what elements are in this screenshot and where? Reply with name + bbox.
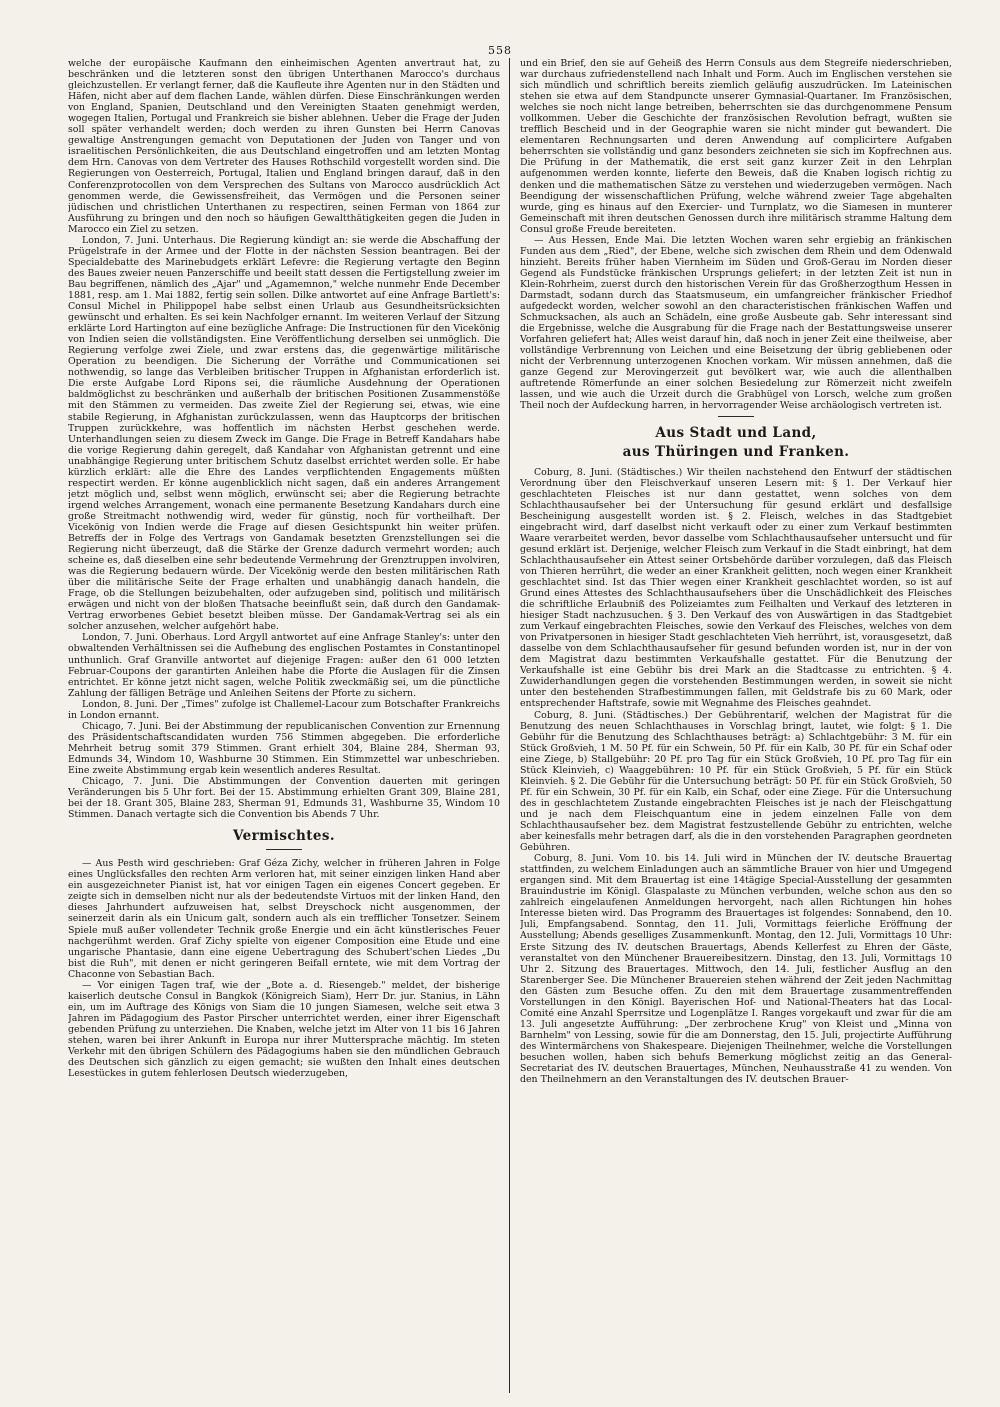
article-paragraph: Chicago, 7. Juni. Bei der Abstimmung der republicanischen Convention zur Ernennung des Präsidentschaftscandidaten wurden 756 Stimmen abgegeben. Die erforderliche Mehrheit betrug somit 379 Stimmen. Grant erhielt 304, Blaine 284, Sherman 93, Edmunds 34, Windom 10, Washburne 30 Stimmen. Ein Stimmzettel war unbeschrieben. Eine zweite Abstimmung ergab kein wesentlich anderes Resultat. xyxy=(68,720,500,776)
article-paragraph: London, 8. Juni. Der „Times" zufolge ist Challemel-Lacour zum Botschafter Frankreichs in London ernannt. xyxy=(68,698,500,721)
section-subheading-local: aus Thüringen und Franken. xyxy=(622,443,850,460)
article-paragraph: Chicago, 7. Juni. Die Abstimmungen der Convention dauerten mit geringen Veränderungen bis 5 Uhr fort. Bei der 15. Abstimmung erhielten Grant 309, Blaine 281, bei der 18. Grant 305, Blaine 283, Sherman 91, Edmunds 31, Washburne 35, Windom 10 Stimmen. Danach vertagte sich die Convention bis Abends 7 Uhr. xyxy=(68,776,500,821)
column-divider xyxy=(509,58,510,1393)
section-heading-local: Aus Stadt und Land, xyxy=(655,424,817,441)
right-column xyxy=(520,58,952,1393)
left-column xyxy=(68,58,500,1393)
article-paragraph: London, 7. Juni. Oberhaus. Lord Argyll antwortet auf eine Anfrage Stanley's: unter den obwaltenden Verhältnissen sei die Aufhebung des englischen Postamtes in Constantinopel unthunlich. Graf Granville antwortet auf diejenige Fragen: außer den 61 000 letzten Februar-Coupons der garantirten Anleihen habe die Pforte die Auslagen für die Zinsen entrichtet. Er könne jetzt nicht sagen, welche Politik zweckmäßig sei, um die pünctliche Zahlung der fälligen Beträge und Anleihen Seitens der Pforte zu sichern. xyxy=(68,632,500,699)
section-divider xyxy=(718,416,754,417)
article-paragraph: Coburg, 8. Juni. (Städtisches.) Der Gebührentarif, welchen der Magistrat für die Benutzung des neuen Schlachthauses in Vorschlag bringt, lautet, wie folgt: § 1. Die Gebühr für die Benutzung des Schlachthauses beträgt: a) Schlachtgebühr: 3 M. für ein Stück Großvieh, 1 M. 50 Pf. für ein Schwein, 50 Pf. für ein Kalb, 30 Pf. für ein Schaf oder eine Ziege, b) Stallgebühr: 20 Pf. pro Tag für ein Stück Großvieh, 10 Pf. pro Tag für ein Stück Kleinvieh, c) Waaggebühren: 10 Pf. für ein Stück Großvieh, 5 Pf. für ein Stück Kleinvieh. § 2. Die Gebühr für die Untersuchung beträgt: 50 Pf. für ein Stück Großvieh, 50 Pf. für ein Schwein, 30 Pf. für ein Kalb, ein Schaf, oder eine Ziege. Für die Untersuchung des in geschlachtetem Zustande eingebrachten Fleisches ist je nach der Fleischgattung und je nach dem Fleischquantum eine in jedem einzelnen Falle von dem Schlachthausaufseher bez. dem Magistrat festzustellende Gebühr zu entrichten, welche aber keinesfalls mehr betragen darf, als die in den vorstehenden Paragraphen geordneten Gebühren. xyxy=(520,709,952,854)
article-paragraph: welche der europäische Kaufmann den einheimischen Agenten anvertraut hat, zu beschränken und die letzteren sonst den übrigen Unterthanen Marocco's durchaus gleichzustellen. Er verlangt ferner, daß die Kaufleute ihre Agenten nur in den Städten und Häfen, nicht aber auf dem flachen Lande, wählen dürfen. Diese Einschränkungen werden von England, Spanien, Deutschland und den Vereinigten Staaten genehmigt werden, wogegen Italien, Portugal und Frankreich sie bisher ablehnen. Ueber die Frage der Juden soll später verhandelt werden; doch werden zu ihren Gunsten bei Herrn Canovas gewaltige Anstrengungen gemacht von Deputationen der Juden von Tanger und von israelitischen Persönlichkeiten, die aus Deutschland eingetroffen und am letzten Montag dem Hrn. Canovas von dem Vertreter des Hauses Rothschild vorgestellt worden sind. Die Regierungen von Oesterreich, Portugal, Italien und England bringen darauf, daß in den Conferenzprotocollen von dem Versprechen des Sultans von Marocco ausdrücklich Act genommen werde, die Gewissensfreiheit, das Vermögen und die Personen seiner jüdischen und christlichen Unterthanen zu respectiren, seinen Ferman von 1864 zur Ausführung zu bringen und den noch so häufigen Gewaltthätigkeiten gegen die Juden in Marocco ein Ziel zu setzen. xyxy=(68,58,500,235)
article-paragraph: — Aus Pesth wird geschrieben: Graf Géza Zichy, welcher in früheren Jahren in Folge eines Unglücksfalles den rechten Arm verloren hat, mit seiner einzigen linken Hand aber ein ausgezeichneter Pianist ist, hat vor einigen Tagen ein eigenes Concert gegeben. Er zeigte sich in demselben nicht nur als der bedeutendste Virtuos mit der linken Hand, den dieses Jahrhundert aufzuweisen hat, selbst Dreyschock nicht ausgenommen, der seinerzeit darin als ein Unicum galt, sondern auch als ein trefflicher Tonsetzer. Seinem Spiele muß außer vollendeter Technik große Energie und ein ächt künstlerisches Feuer nachgerühmt werden. Graf Zichy spielte von eigener Composition eine Etude und eine ungarische Phantasie, dann eine eigene Uebertragung des Schubert'schen Liedes „Du bist die Ruh", mit denen er nicht geringeren Beifall erntete, wie mit dem Vortrag der Chaconne von Sebastian Bach. xyxy=(68,858,500,980)
page-number: 558 xyxy=(488,44,512,57)
article-paragraph: und ein Brief, den sie auf Geheiß des Herrn Consuls aus dem Stegreife niederschrieben, war durchaus zufriedenstellend nach Inhalt und Form. Auch im Englischen verstehen sie sich mündlich und schriftlich bereits ziemlich geläufig auszudrücken. Im Lateinischen stehen sie etwa auf dem Standpuncte unserer Gymnasial-Quartaner. Im Französischen, welches sie noch nicht lange betreiben, beherrschten sie das durchgenommene Pensum vollkommen. Ueber die Geschichte der französischen Revolution befragt, wußten sie trefflich Bescheid und in der Geographie waren sie nicht minder gut bewandert. Die elementaren Rechnungsarten und deren Anwendung auf complicirtere Aufgaben beherrschten sie vollständig und ganz besonders zeichneten sie sich im Kopfrechnen aus. Die Prüfung in der Mathematik, die erst seit ganz kurzer Zeit in den Lehrplan aufgenommen werden konnte, lieferte den Beweis, daß die Knaben logisch richtig zu denken und die mathematischen Sätze zu verstehen und wiederzugeben vermögen. Nach Beendigung der wissenschaftlichen Prüfung, welche während zweier Tage abgehalten wurde, ging es hinaus auf den Exercier- und Turnplatz, wo die Siamesen in munterer Gemeinschaft mit ihren deutschen Genossen durch ihre militärisch stramme Haltung dem Consul große Freude bereiteten. xyxy=(520,58,952,235)
article-paragraph: Coburg, 8. Juni. (Städtisches.) Wir theilen nachstehend den Entwurf der städtischen Verordnung über den Fleischverkauf unseren Lesern mit: § 1. Der Verkauf hier geschlachteten Fleisches ist nur dann gestattet, wenn solches von dem Schlachthausaufseher bei der Untersuchung für gesund erklärt und desfallsige Bescheinigung ausgestellt worden ist. § 2. Fleisch, welches in das Stadtgebiet eingebracht wird, darf daselbst nicht verkauft oder zu einer zum Verkauf bestimmten Waare verarbeitet werden, bevor dasselbe vom Schlachthausaufseher untersucht und für gesund erklärt ist. Derjenige, welcher Fleisch zum Verkauf in die Stadt einbringt, hat dem Schlachthausaufseher ein Attest seiner Ortsbehörde darüber vorzulegen, daß das Fleisch von Thieren herrührt, die weder an einer Krankheit gelitten, noch wegen einer Krankheit geschlachtet sind. Ist das Thier wegen einer Krankheit geschlachtet worden, so ist auf Grund eines Attestes des Schlachthausaufsehers über die Unschädlichkeit des Fleisches die schriftliche Erlaubniß des Polizeiamtes zum Feilhalten und Verkauf des letzteren in hiesiger Stadt nachzusuchen. § 3. Den Verkauf des von Auswärtigen in das Stadtgebiet zum Verkauf eingebrachten Fleisches, sowie den Verkauf des Fleisches, welches von dem von Privatpersonen in hiesiger Stadt geschlachteten Vieh herrührt, ist, vorausgesetzt, daß dasselbe von dem Schlachthausaufseher für gesund befunden worden ist, nur in der von dem Magistrat dazu bestimmten Verkaufshalle gestattet. Für die Benutzung der Verkaufshalle ist eine Gebühr bis drei Mark an die Stadtcasse zu entrichten. § 4. Zuwiderhandlungen gegen die vorstehenden Bestimmungen werden, in soweit sie nicht unter den bestehenden Strafbestimmungen fallen, mit Geldstrafe bis zu 60 Mark, oder entsprechender Haftstrafe, sowie mit Wegnahme des Fleisches geahndet. xyxy=(520,466,952,710)
section-divider xyxy=(266,849,302,850)
article-paragraph: London, 7. Juni. Unterhaus. Die Regierung kündigt an: sie werde die Abschaffung der Prügelstrafe in der Armee und der Flotte in der nächsten Session beantragen. Bei der Specialdebatte des Marinebudgets erklärt Lefevre: die Regierung vertagte den Beginn des Baues zweier neuen Panzerschiffe und beeilt statt dessen die Fertigstellung zweier im Bau begriffenen, nämlich des „Ajar" und „Agamemnon," welche nunmehr Ende December 1881, resp. am 1. Mai 1882, fertig sein sollen. Dilke antwortet auf eine Anfrage Bartlett's: Consul Michel in Philippopel habe selbst einen Urlaub aus Gesundheitsrücksichten gewünscht und erhalten. Es sei kein Nachfolger ernannt. Im weiteren Verlauf der Sitzung erklärte Lord Hartington auf eine bezügliche Anfrage: Die Instructionen für den Vicekönig von Indien seien die vollständigsten. Eine Veröffentlichung derselben sei unmöglich. Die Regierung verfolge zwei Ziele, und zwar erstens das, die gegenwärtige militärische Operation zu beendigen. Die Sicherung der Vorräthe und Communicationen sei nothwendig, so lange das Verbleiben britischer Truppen in Afghanistan erforderlich ist. Die erste Aufgabe Lord Ripons sei, die räumliche Ausdehnung der Operationen baldmöglichst zu beschränken und außerhalb der britischen Positionen Zusammenstöße mit den Stämmen zu vermeiden. Das zweite Ziel der Regierung sei, etwas, wie eine stabile Regierung, in Afghanistan zurückzulassen, wenn das Hauptcorps der britischen Truppen zurückkehre, was hoffentlich im nächsten Herbst geschehen werde. Unterhandlungen seien zu diesem Zweck im Gange. Die Frage in Betreff Kandahars habe die vorige Regierung dahin geregelt, daß Kandahar von Afghanistan getrennt und eine unabhängige Regierung unter britischem Schutz daselbst errichtet werden solle. Er habe kürzlich erklärt: alle die Ehre des Landes verpflichtenden Engagements müßten respectirt werden. Er könne augenblicklich nicht sagen, daß ein anderes Arrangement jetzt möglich und, selbst wenn möglich, erwünscht sei; aber die Regierung betrachte irgend welches Arrangement, wonach eine permanente Besetzung Kandahars durch eine große Streitmacht nothwendig wird, weder für günstig, noch für vortheilhaft. Der Vicekönig von Indien werde die Frage auf diesen Gesichtspunkt hin weiter prüfen. Betreffs der in Folge des Vertrags von Gandamak besetzten Grenzstellungen sei die Regierung nicht überzeugt, daß die Stärke der Grenze dadurch vermehrt worden; auch scheine es, daß dieselben eine sehr bedeutende Vermehrung der Grenztruppen involviren, was die Regierung bedauern würde. Der Vicekönig werde den besten militärischen Rath über die militärische Seite der Frage erhalten und unabhängig danach handeln, die Frage, ob die Stellungen beizubehalten, oder aufzugeben sind, politisch und militärisch erwägen und nicht von der bloßen Thatsache beeinflußt sein, daß durch den Gandamak-Vertrag erworbenes Gebiet besetzt bleiben müsse. Der Gandamak-Vertrag sei als ein solcher anzusehen, welcher aufgehört habe. xyxy=(68,234,500,633)
article-paragraph: Coburg, 8. Juni. Vom 10. bis 14. Juli wird in München der IV. deutsche Brauertag stattfinden, zu welchem Einladungen auch an sämmtliche Brauer von hier und Umgegend ergangen sind. Mit dem Brauertag ist eine 14tägige Special-Ausstellung der gesammten Brauindustrie im Königl. Glaspalaste zu München verbunden, welche schon aus den so zahlreich eingelaufenen Anmeldungen hervorgeht, nach allen Richtungen hin hohes Interesse bieten wird. Das Programm des Brauertages ist folgendes: Sonnabend, den 10. Juli, Empfangsabend. Sonntag, den 11. Juli, Vormittags feierliche Eröffnung der Ausstellung; Abends geselliges Zusammenkunft. Montag, den 12. Juli, Vormittags 10 Uhr: Erste Sitzung des IV. deutschen Brauertags, Abends Kellerfest zu Ehren der Gäste, veranstaltet von den Münchener Brauereibesitzern. Dinstag, den 13. Juli, Vormittags 10 Uhr 2. Sitzung des Brauertages. Mittwoch, den 14. Juli, festlicher Ausflug an den Starenberger See. Die Münchener Brauereien stehen während der Zeit jeden Nachmittag den Gästen zum Besuche offen. Zu den mit dem Brauertage zusammentreffenden Vorstellungen in den Königl. Bayerischen Hof- und National-Theaters hat das Local-Comité eine Anzahl Sperrsitze und Logenplätze I. Ranges vorgekauft und zwar für die am 13. Juli angesetzte Aufführung: „Der zerbrochene Krug" von Kleist und „Minna von Barnhelm" von Lessing, sowie für die am Donnerstag, den 15. Juli, projectirte Aufführung des Wintermärchens von Shakespeare. Diejenigen Theilnehmer, welche die Vorstellungen besuchen wollen, haben sich behufs Bemerkung möglichst zeitig an das General-Secretariat des IV. deutschen Brauertages, München, Neuhausstraße 41 zu wenden. Von den Theilnehmern an den Veranstaltungen des IV. deutschen Brauer- xyxy=(520,853,952,1086)
section-heading-misc: Vermischtes. xyxy=(233,828,335,845)
article-paragraph: — Aus Hessen, Ende Mai. Die letzten Wochen waren sehr ergiebig an fränkischen Funden aus dem „Ried", der Ebene, welche sich zwischen dem Rhein und dem Odenwald hinzieht. Bereits früher haben Viernheim im Süden und Groß-Gerau im Norden dieser Gegend als Fundstücke fränkischen Ursprungs geliefert; in der letzten Zeit ist nun in Klein-Rohrheim, zuerst durch den historischen Verein für das Großherzogthum Hessen in Darmstadt, sodann durch das Staatsmuseum, ein umfangreicher fränkischer Friedhof aufgedeckt worden, welcher sowohl an den characteristischen fränkischen Waffen und Schmucksachen, als auch an Schädeln, eine große Ausbeute gab. Sehr interessant sind die Ergebnisse, welche die Ausgrabung für die Frage nach der Bestattungsweise unserer Vorfahren geliefert hat; Alles weist darauf hin, daß noch in jener Zeit eine theilweise, aber vollständige Verbrennung von Leichen und eine Beisetzung der übrig gebliebenen oder nicht der Verbrennung unterzogenen Knochen vorkam. Wir müssen annehmen, daß die ganze Gegend zur Merovingerzeit gut bevölkert war, wie auch die allenthalben auftretende Römerfunde an einer solchen Besiedelung zur Römerzeit nicht zweifeln lassen, und wie auch die Urzeit durch die Grabhügel von Lorsch, welche zum großen Theil noch der Aufdeckung harren, in hervorragender Weise archäologisch vertreten ist. xyxy=(520,234,952,412)
article-paragraph: — Vor einigen Tagen traf, wie der „Bote a. d. Riesengeb." meldet, der bisherige kaiserlich deutsche Consul in Bangkok (Königreich Siam), Herr Dr. jur. Stanius, in Lähn ein, um im Auftrage des Königs von Siam die 10 jungen Siamesen, welche seit etwa 3 Jahren im Pädagogium des Pastor Pirscher unterrichtet werden, einer ihrer Eigenschaft gebenden Prüfung zu unterziehen. Die Knaben, welche jetzt im Alter von 11 bis 16 Jahren stehen, waren bei ihrer Ankunft in Europa nur ihrer Muttersprache mächtig. Im steten Verkehr mit den übrigen Schülern des Pädagogiums haben sie den mündlichen Gebrauch des Deutschen sich gänzlich zu eigen gemacht; sie wußten den Inhalt eines deutschen Lesestückes in gutem fehlerlosen Deutsch wiederzugeben, xyxy=(68,979,500,1080)
